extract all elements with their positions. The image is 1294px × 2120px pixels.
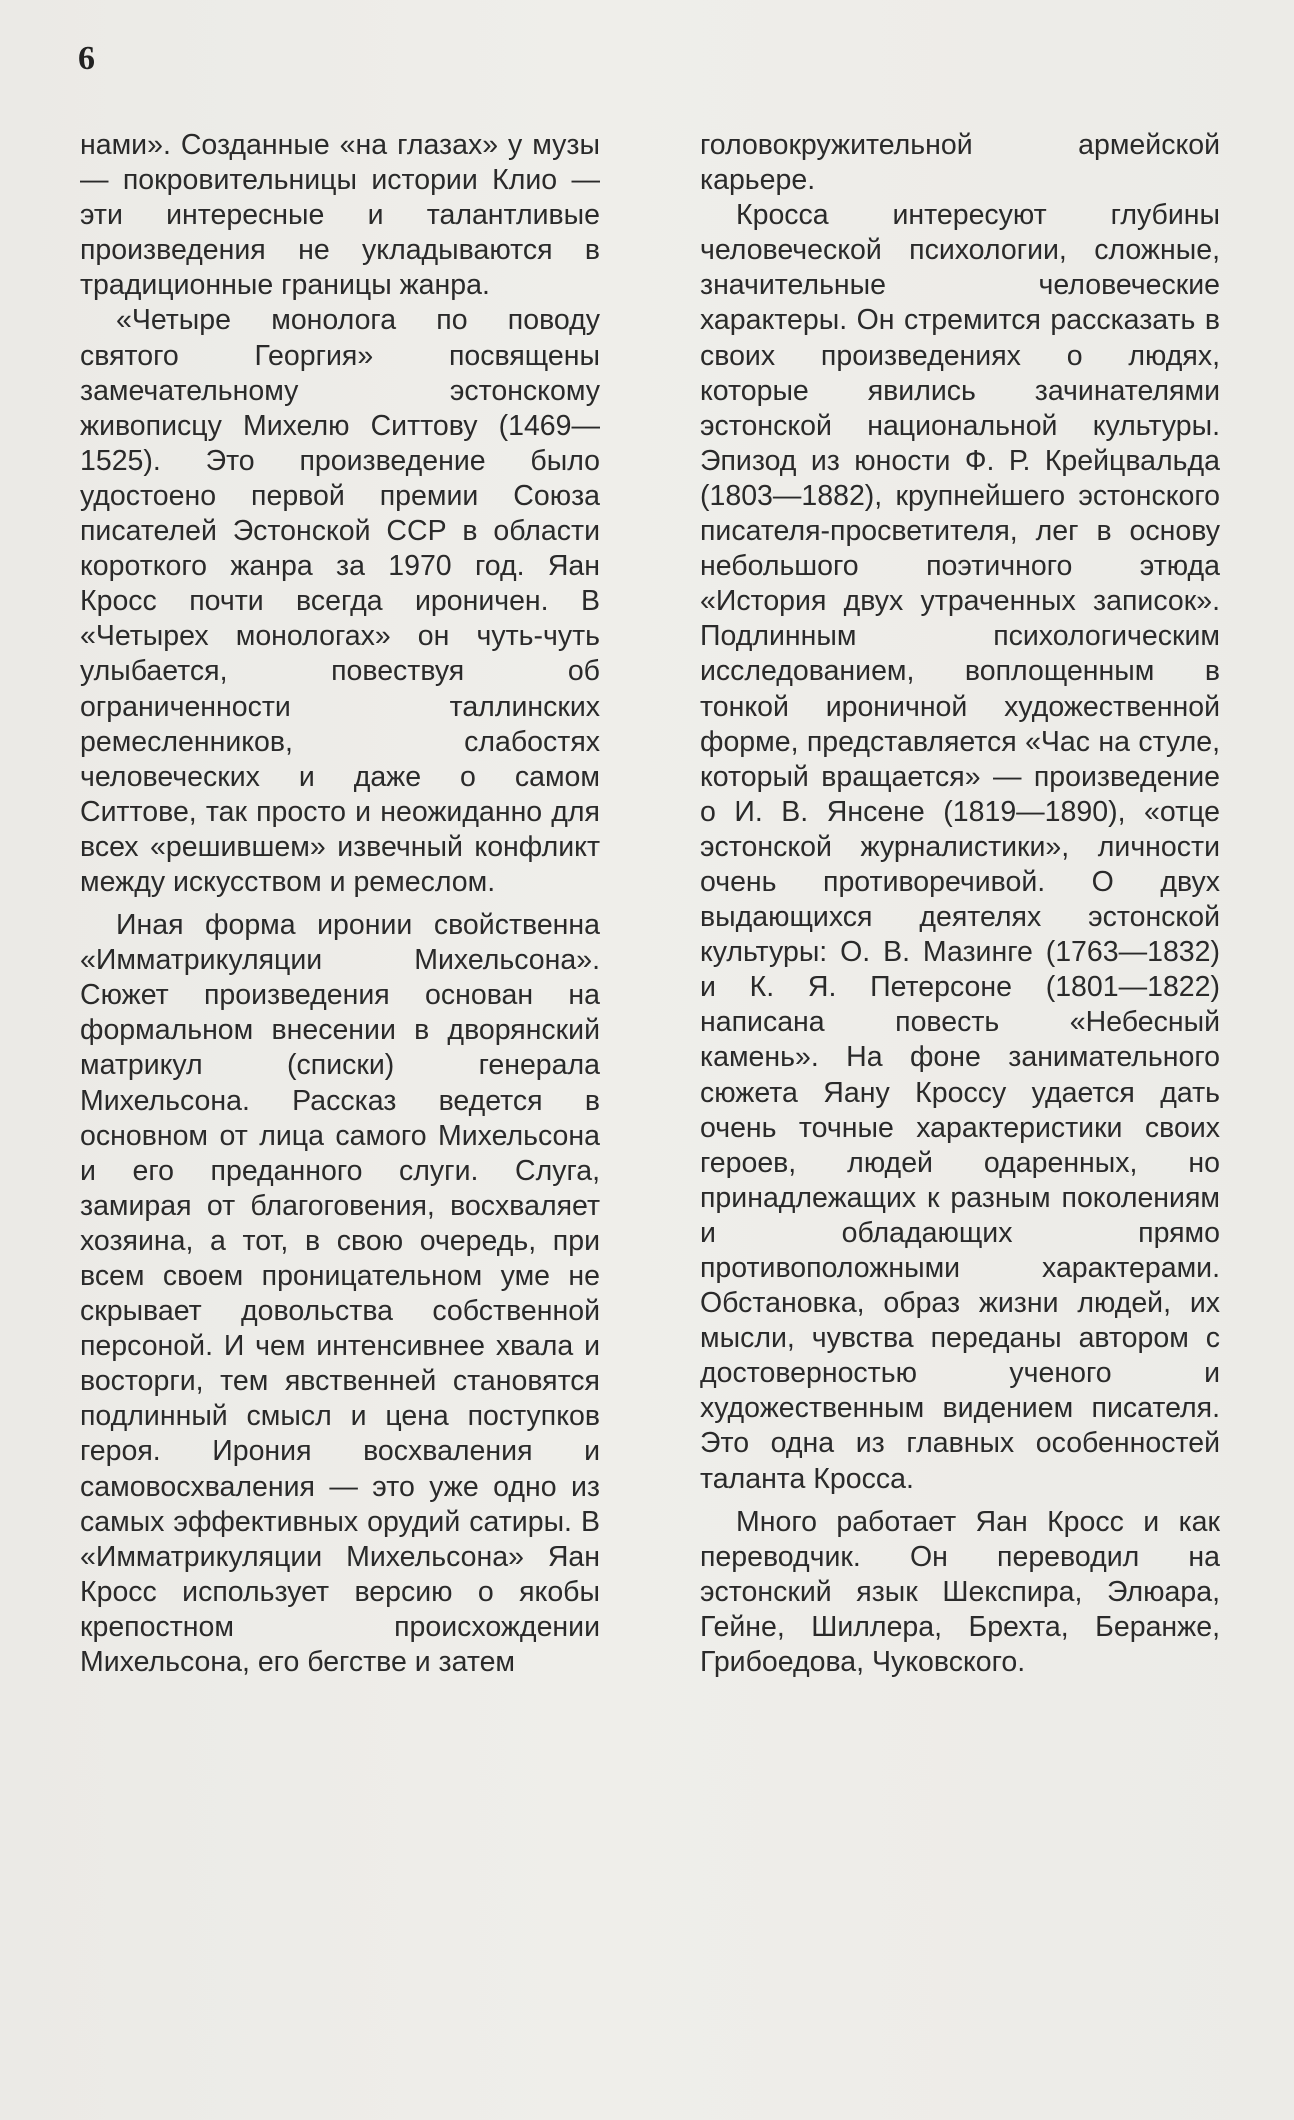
- right-column: [700, 128, 1220, 1680]
- page-number: 6: [78, 40, 95, 77]
- left-paragraph-2: «Четыре монолога по поводу святого Георгия» посвящены замечательному эстонскому живописцу Михелю Ситтову (1469—1525). Это произведение было удостоено первой премии Союза писателей Эстонской ССР в области короткого жанра за 1970 год. Яан Кросс почти всегда ироничен. В «Четырех монологах» он чуть-чуть улыбается, повествуя об ограниченности таллинских ремесленников, слабостях человеческих и даже о самом Ситтове, так просто и неожиданно для всех «решившем» извечный конфликт между искусством и ремеслом.: [80, 304, 600, 898]
- left-paragraph-3: Иная форма иронии свойственна «Имматрикуляции Михельсона». Сюжет произведения основан на формальном внесении в дворянский матрикул (списки) генерала Михельсона. Рассказ ведется в основном от лица самого Михельсона и его преданного слуги. Слуга, замирая от благоговения, восхваляет хозяина, а тот, в свою очередь, при всем своем проницательном уме не скрывает довольства собственной персоной. И чем интенсивнее хвала и восторги, тем явственней становятся подлинный смысл и цена поступков героя. Ирония восхваления и самовосхваления — это уже одно из самых эффективных орудий сатиры. В «Имматрикуляции Михельсона» Яан Кросс использует версию о якобы крепостном происхождении Михельсона, его бегстве и затем: [80, 909, 600, 1679]
- right-paragraph-3: Много работает Яан Кросс и как переводчик. Он переводил на эстонский язык Шекспира, Элюара, Гейне, Шиллера, Брехта, Беранже, Грибоедова, Чуковского.: [700, 1505, 1220, 1679]
- right-paragraph-2: Кросса интересуют глубины человеческой психологии, сложные, значительные человеческие характеры. Он стремится рассказать в своих произведениях о людях, которые явились зачинателями эстонской национальной культуры. Эпизод из юности Ф. Р. Крейцвальда (1803—1882), крупнейшего эстонского писателя-просветителя, лег в основу небольшого поэтичного этюда «История двух утраченных записок». Подлинным психологическим исследованием, воплощенным в тонкой ироничной художественной форме, представляется «Час на стуле, который вращается» — произведение о И. В. Янсене (1819—1890), «отце эстонской журналистики», личности очень противоречивой. О двух выдающихся деятелях эстонской культуры: О. В. Мазинге (1763—1832) и К. Я. Петерсоне (1801—1822) написана повесть «Небесный камень». На фоне занимательного сюжета Яану Кроссу удается дать очень точные характеристики своих героев, людей одаренных, но принадлежащих к разным поколениям и обладающих прямо противоположными характерами. Обстановка, образ жизни людей, их мысли, чувства переданы автором с достоверностью ученого и художественным видением писателя. Это одна из главных особенностей таланта Кросса.: [700, 199, 1220, 1495]
- left-paragraph-1: нами». Созданные «на глазах» у музы — покровительницы истории Клио — эти интересные и талантливые произведения не укладываются в традиционные границы жанра.: [80, 129, 600, 302]
- left-column: [80, 128, 600, 1680]
- right-paragraph-1: головокружительной армейской карьере.: [700, 129, 1220, 197]
